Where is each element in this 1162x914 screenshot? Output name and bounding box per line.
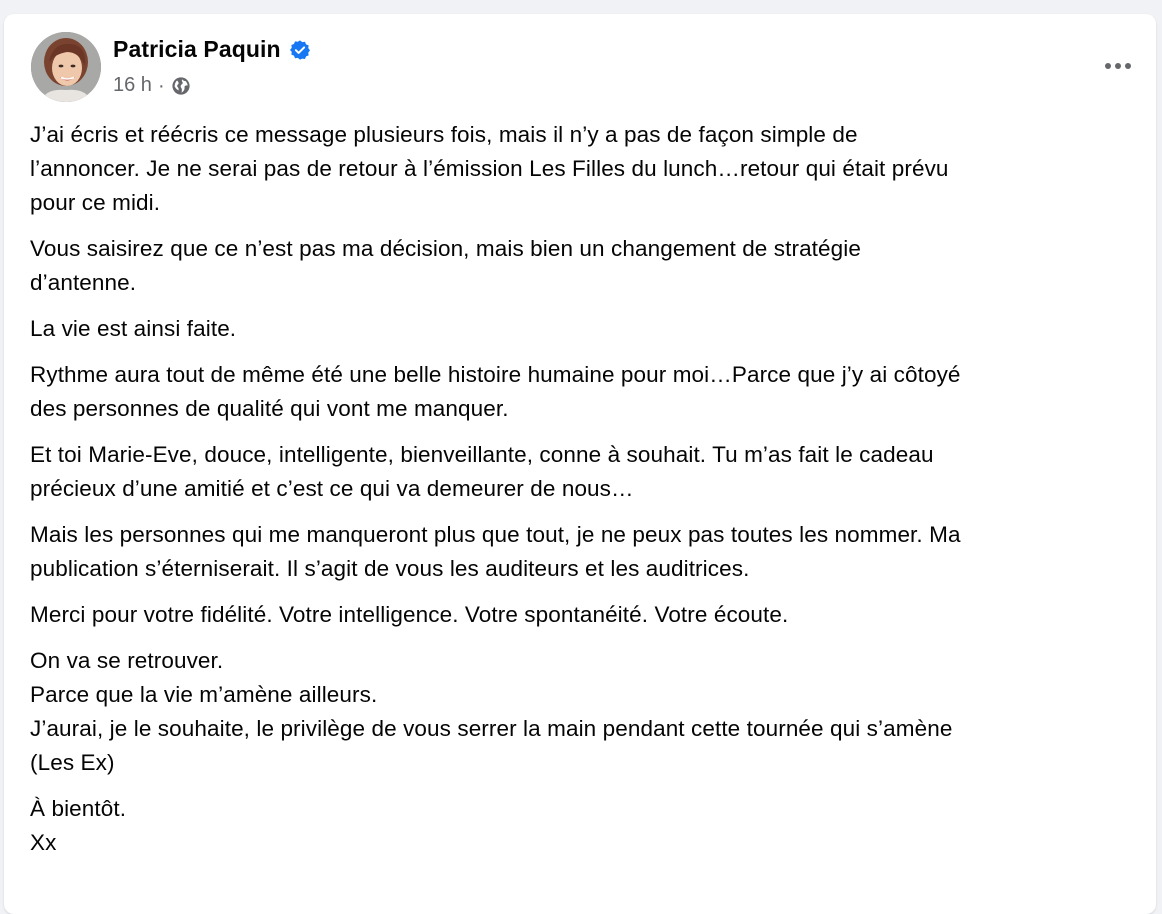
post-line: Rythme aura tout de même été une belle histoire humaine pour moi…Parce que j’y ai côtoyé — [30, 362, 961, 387]
post-line: On va se retrouver. — [30, 648, 224, 673]
post-line: La vie est ainsi faite. — [30, 316, 237, 341]
post-line: d’antenne. — [30, 270, 137, 295]
post-line: Xx — [30, 830, 57, 855]
globe-icon[interactable] — [171, 76, 191, 96]
avatar-photo-icon — [31, 32, 101, 102]
post-timestamp[interactable]: 16 h — [113, 74, 152, 96]
post-paragraph — [30, 792, 1140, 860]
post-line: À bientôt. — [30, 796, 127, 821]
post-paragraph — [30, 118, 1140, 220]
post-line: (Les Ex) — [30, 750, 115, 775]
post-line: Et toi Marie-Eve, douce, intelligente, bienveillante, conne à souhait. Tu m’as fait le cadeau — [30, 442, 934, 467]
post-paragraph — [30, 358, 1140, 426]
author-avatar[interactable] — [31, 32, 101, 102]
post-line: des personnes de qualité qui vont me manquer. — [30, 396, 509, 421]
post-line: l’annoncer. Je ne serai pas de retour à l’émission Les Filles du lunch…retour qui était prévu — [30, 156, 949, 181]
more-options-button[interactable] — [1100, 52, 1136, 80]
post-body — [30, 118, 1140, 872]
post-line: pour ce midi. — [30, 190, 161, 215]
author-name[interactable]: Patricia Paquin — [113, 36, 281, 62]
author-header — [113, 36, 311, 63]
post-line: Parce que la vie m’amène ailleurs. — [30, 682, 378, 707]
post-line: Merci pour votre fidélité. Votre intelligence. Votre spontanéité. Votre écoute. — [30, 602, 789, 627]
post-paragraph — [30, 644, 1140, 780]
post-paragraph — [30, 518, 1140, 586]
post-paragraph — [30, 598, 1140, 632]
post-paragraph — [30, 438, 1140, 506]
post-line: J’ai écris et réécris ce message plusieurs fois, mais il n’y a pas de façon simple de — [30, 122, 858, 147]
meta-separator: · — [157, 74, 165, 97]
post-paragraph — [30, 232, 1140, 300]
post-card — [4, 14, 1156, 914]
post-paragraph — [30, 312, 1140, 346]
post-meta — [113, 74, 191, 97]
more-options-icon — [1104, 62, 1132, 70]
post-line: Mais les personnes qui me manqueront plus que tout, je ne peux pas toutes les nommer. Ma — [30, 522, 961, 547]
verified-badge-icon — [289, 39, 311, 61]
post-line: précieux d’une amitié et c’est ce qui va demeurer de nous… — [30, 476, 634, 501]
post-line: J’aurai, je le souhaite, le privilège de vous serrer la main pendant cette tournée qui s’amène — [30, 716, 953, 741]
post-line: Vous saisirez que ce n’est pas ma décision, mais bien un changement de stratégie — [30, 236, 861, 261]
post-line: publication s’éterniserait. Il s’agit de vous les auditeurs et les auditrices. — [30, 556, 750, 581]
